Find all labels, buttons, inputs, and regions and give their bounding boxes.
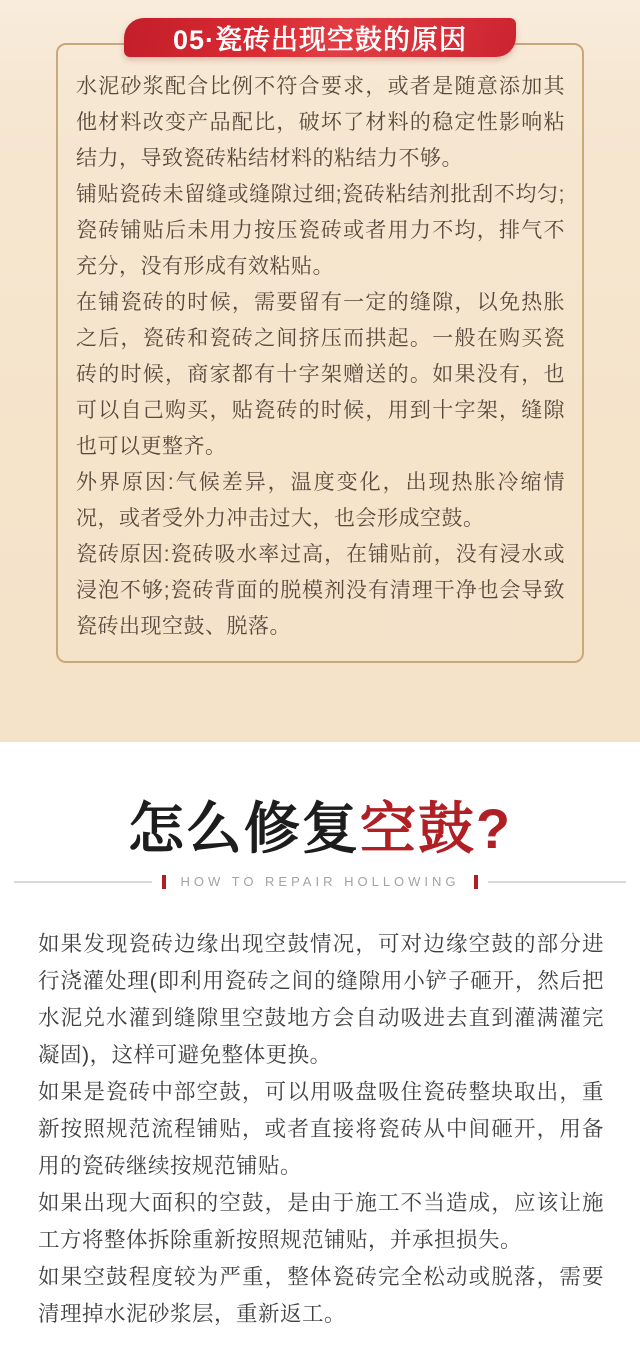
repair-body (38, 926, 604, 1333)
repair-subtitle-row (0, 874, 640, 890)
causes-text-box (56, 43, 584, 663)
cause-paragraph: 外界原因:气候差异，温度变化，出现热胀冷缩情况，或者受外力冲击过大，也会形成空鼓。 (76, 471, 565, 530)
subtitle-left-bar (162, 875, 166, 889)
cause-paragraph: 铺贴瓷砖未留缝或缝隙过细;瓷砖粘结剂批刮不均匀;瓷砖铺贴后未用力按压瓷砖或者用力不均，排气不充分，没有形成有效粘贴。 (76, 183, 565, 278)
cause-paragraph: 在铺瓷砖的时候，需要留有一定的缝隙，以免热胀之后，瓷砖和瓷砖之间挤压而拱起。一般在购买瓷砖的时候，商家都有十字架赠送的。如果没有，也可以自己购买，贴瓷砖的时候，用到十字架，缝隙也可以更整齐。 (76, 291, 565, 458)
repair-paragraph: 如果是瓷砖中部空鼓，可以用吸盘吸住瓷砖整块取出，重新按照规范流程铺贴，或者直接将瓷砖从中间砸开，用备用的瓷砖继续按规范铺贴。 (38, 1079, 604, 1178)
subtitle-left-line (14, 881, 152, 883)
repair-subtitle: HOW TO REPAIR HOLLOWING (180, 874, 460, 890)
cause-paragraph: 水泥砂浆配合比例不符合要求，或者是随意添加其他材料改变产品配比，破坏了材料的稳定性影响粘结力，导致瓷砖粘结材料的粘结力不够。 (76, 75, 565, 170)
repair-title-black: 怎么修复 (127, 797, 360, 860)
subtitle-right-line (488, 881, 626, 883)
repair-paragraph: 如果空鼓程度较为严重，整体瓷砖完全松动或脱落，需要清理掉水泥砂浆层，重新返工。 (38, 1264, 604, 1326)
causes-banner-title: 05·瓷砖出现空鼓的原因 (172, 25, 468, 55)
repair-paragraph: 如果出现大面积的空鼓，是由于施工不当造成，应该让施工方将整体拆除重新按照规范铺贴，并承担损失。 (38, 1190, 604, 1252)
subtitle-right-bar (474, 875, 478, 889)
causes-banner (124, 18, 516, 57)
repair-title (0, 742, 640, 860)
repair-title-red: 空鼓? (359, 797, 513, 860)
cause-paragraph: 瓷砖原因:瓷砖吸水率过高，在铺贴前，没有浸水或浸泡不够;瓷砖背面的脱模剂没有清理干净也会导致瓷砖出现空鼓、脱落。 (76, 543, 565, 638)
repair-paragraph: 如果发现瓷砖边缘出现空鼓情况，可对边缘空鼓的部分进行浇灌处理(即利用瓷砖之间的缝隙用小铲子砸开，然后把水泥兑水灌到缝隙里空鼓地方会自动吸进去直到灌满灌完凝固)，这样可避免整体更换。 (38, 931, 604, 1067)
repair-section (0, 742, 640, 1333)
